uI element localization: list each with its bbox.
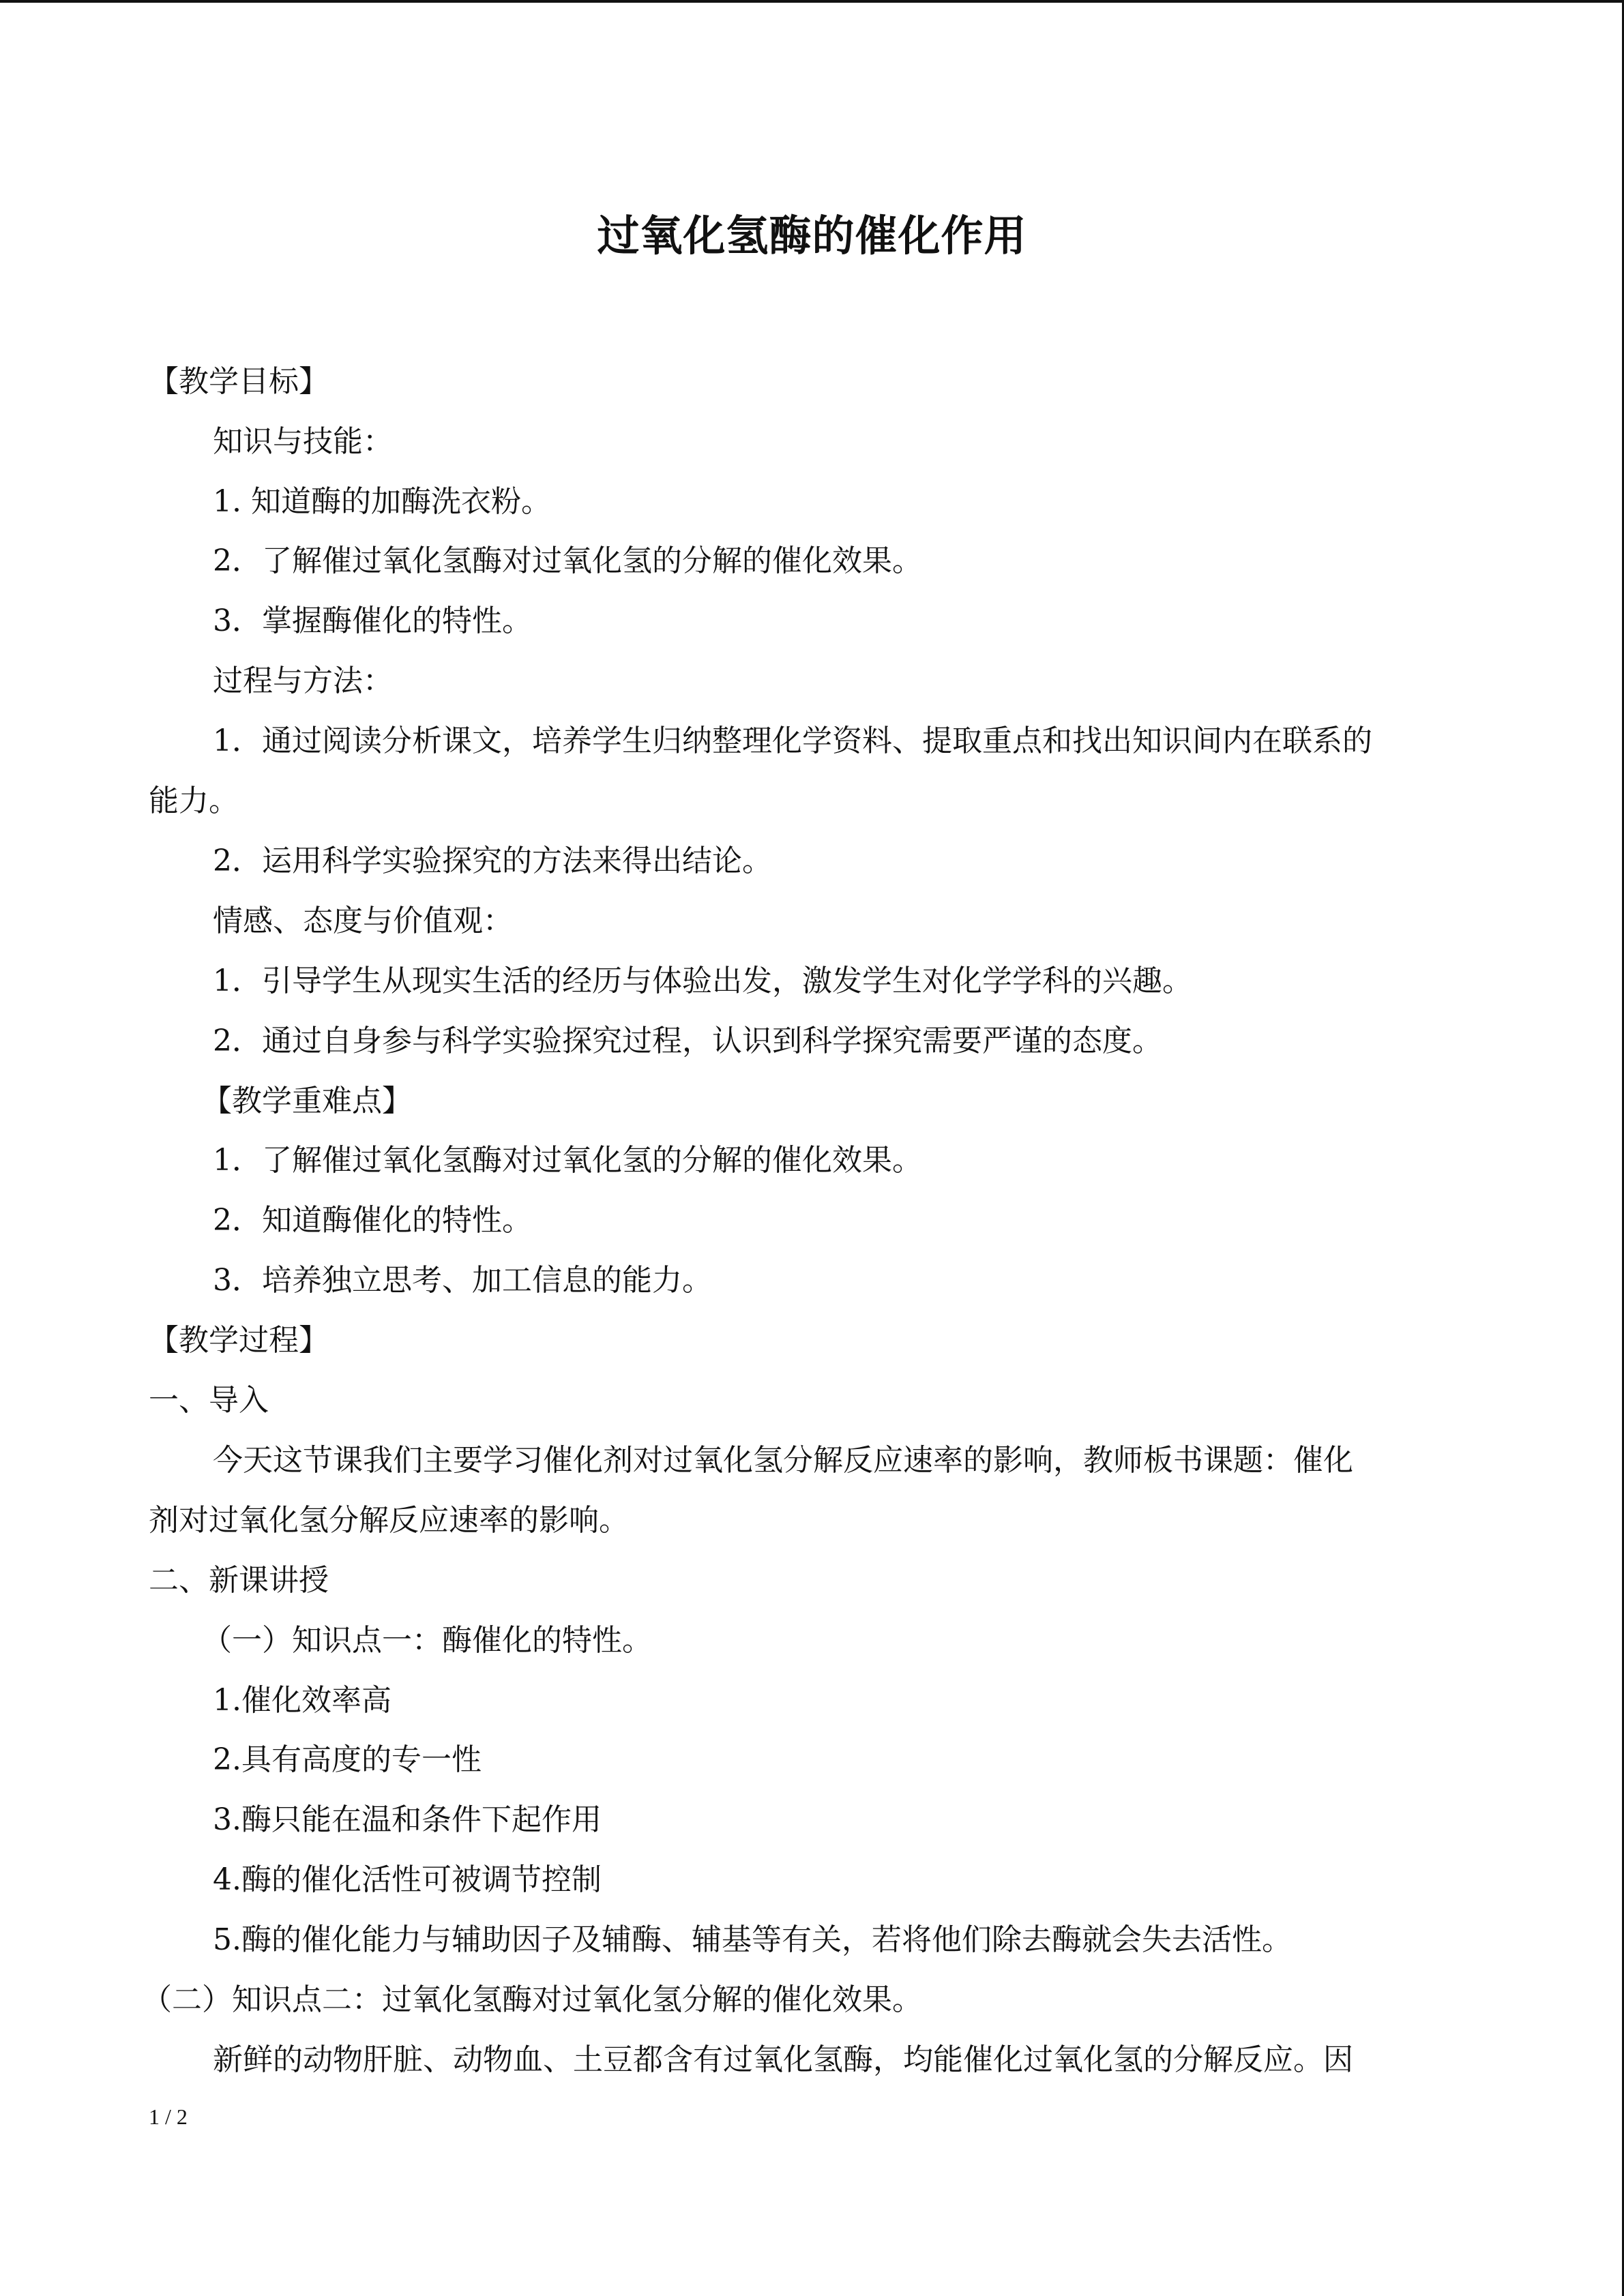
subheading-attitude-values: 情感、态度与价值观： (213, 904, 513, 938)
list-item: 1．通过阅读分析课文，培养学生归纳整理化学资料、提取重点和找出知识间内在联系的 (213, 724, 1372, 758)
list-item: 3.酶只能在温和条件下起作用 (213, 1802, 602, 1837)
list-item: 1.催化效率高 (213, 1683, 392, 1718)
paragraph-continuation: 剂对过氧化氢分解反应速率的影响。 (149, 1503, 629, 1538)
page-top-border (0, 0, 1624, 3)
list-item: 1．了解催过氧化氢酶对过氧化氢的分解的催化效果。 (213, 1143, 922, 1178)
document-title: 过氧化氢酶的催化作用 (597, 211, 1027, 260)
subheading-new-lesson: 二、新课讲授 (149, 1563, 329, 1598)
page-number: 1 / 2 (149, 2104, 188, 2129)
list-item: 2．了解催过氧化氢酶对过氧化氢的分解的催化效果。 (213, 543, 922, 578)
list-item-continuation: 能力。 (149, 784, 239, 818)
subheading-process-method: 过程与方法： (213, 664, 393, 698)
list-item: 1．引导学生从现实生活的经历与体验出发，激发学生对化学学科的兴趣。 (213, 964, 1192, 998)
list-item: 4.酶的催化活性可被调节控制 (213, 1862, 602, 1897)
section-heading-process: 【教学过程】 (149, 1323, 329, 1358)
list-item: 2．运用科学实验探究的方法来得出结论。 (213, 844, 772, 878)
paragraph: 今天这节课我们主要学习催化剂对过氧化氢分解反应速率的影响，教师板书课题：催化 (213, 1443, 1353, 1478)
list-item: 2．知道酶催化的特性。 (213, 1203, 532, 1238)
subheading-knowledge-skills: 知识与技能： (213, 424, 393, 459)
paragraph: 新鲜的动物肝脏、动物血、土豆都含有过氧化氢酶，均能催化过氧化氢的分解反应。因 (213, 2042, 1353, 2077)
list-item: 2．通过自身参与科学实验探究过程，认识到科学探究需要严谨的态度。 (213, 1024, 1162, 1058)
list-item: 2.具有高度的专一性 (213, 1742, 482, 1777)
list-item: 1. 知道酶的加酶洗衣粉。 (213, 484, 551, 519)
list-item: 5.酶的催化能力与辅助因子及辅酶、辅基等有关，若将他们除去酶就会失去活性。 (213, 1922, 1292, 1957)
section-heading-objectives: 【教学目标】 (149, 364, 329, 399)
section-heading-key-points: 【教学重难点】 (202, 1084, 412, 1118)
list-item: 3．培养独立思考、加工信息的能力。 (213, 1263, 712, 1298)
subheading-knowledge-point-two: （二）知识点二：过氧化氢酶对过氧化氢分解的催化效果。 (142, 1982, 922, 2017)
subheading-introduction: 一、导入 (149, 1383, 269, 1418)
list-item: 3．掌握酶催化的特性。 (213, 603, 532, 638)
subheading-knowledge-point-one: （一）知识点一：酶催化的特性。 (202, 1623, 652, 1658)
